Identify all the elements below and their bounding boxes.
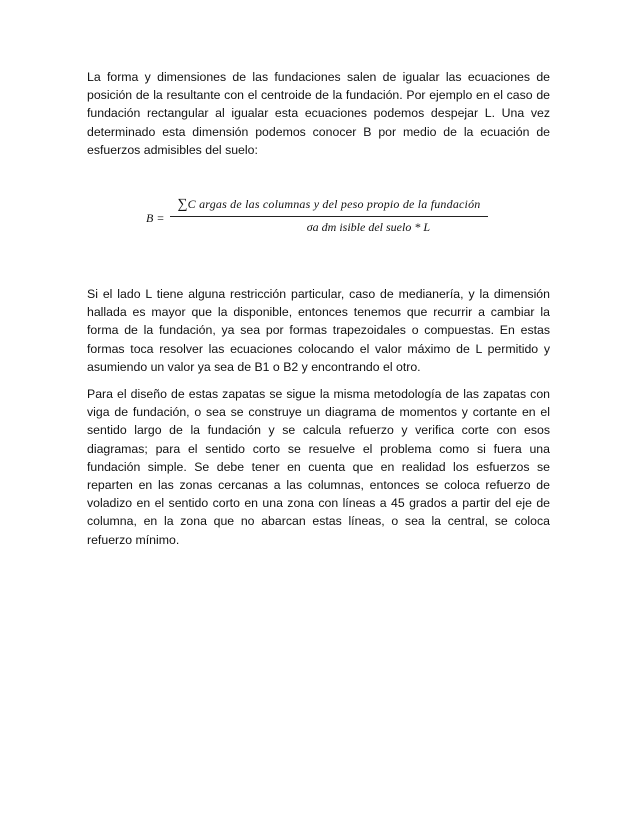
formula-fraction bbox=[170, 197, 488, 235]
formula-denominator: σa dm isible del suelo * L bbox=[306, 220, 430, 234]
formula-b-dimension bbox=[146, 197, 496, 247]
formula-numerator-text: C argas de las columnas y del peso propio de la fundación bbox=[187, 197, 481, 211]
formula-lhs: B = bbox=[146, 211, 165, 225]
formula-numerator bbox=[170, 197, 488, 216]
sigma-symbol: ∑ bbox=[177, 197, 188, 212]
paragraph-intro: La forma y dimensiones de las fundaciones salen de igualar las ecuaciones de posición de la resultante con el centroide de la fundación. Por ejemplo en el caso de fundación rectangular al igualar esta ecuaciones podemos despejar L. Una vez determinado esta dimensión podemos conocer B por medio de la ecuación de esfuerzos admisibles del suelo: bbox=[87, 70, 550, 157]
paragraph-restriction: Si el lado L tiene alguna restricción particular, caso de medianería, y la dimensión hallada es mayor que la disponible, entonces tenemos que recurrir a cambiar la forma de la fundación, ya sea por formas trapezoidales o compuestas. En estas formas toca resolver las ecuaciones colocando el valor máximo de L permitido y asumiendo un valor ya sea de B1 o B2 y encontrando el otro. bbox=[87, 287, 550, 374]
paragraph-design: Para el diseño de estas zapatas se sigue la misma metodología de las zapatas con viga de fundación, o sea se construye un diagrama de momentos y cortante en el sentido largo de la fundación y se calcula refuerzo y verifica corte con esos diagramas; para el sentido corto se resuelve el problema como si fuera una fundación simple. Se debe tener en cuenta que en realidad los esfuerzos se reparten en las zonas cercanas a las columnas, entonces se coloca refuerzo de voladizo en el sentido corto en una zona con líneas a 45 grados a partir del eje de columna, en la zona que no abarcan estas líneas, o sea la central, se coloca refuerzo mínimo. bbox=[87, 387, 550, 547]
